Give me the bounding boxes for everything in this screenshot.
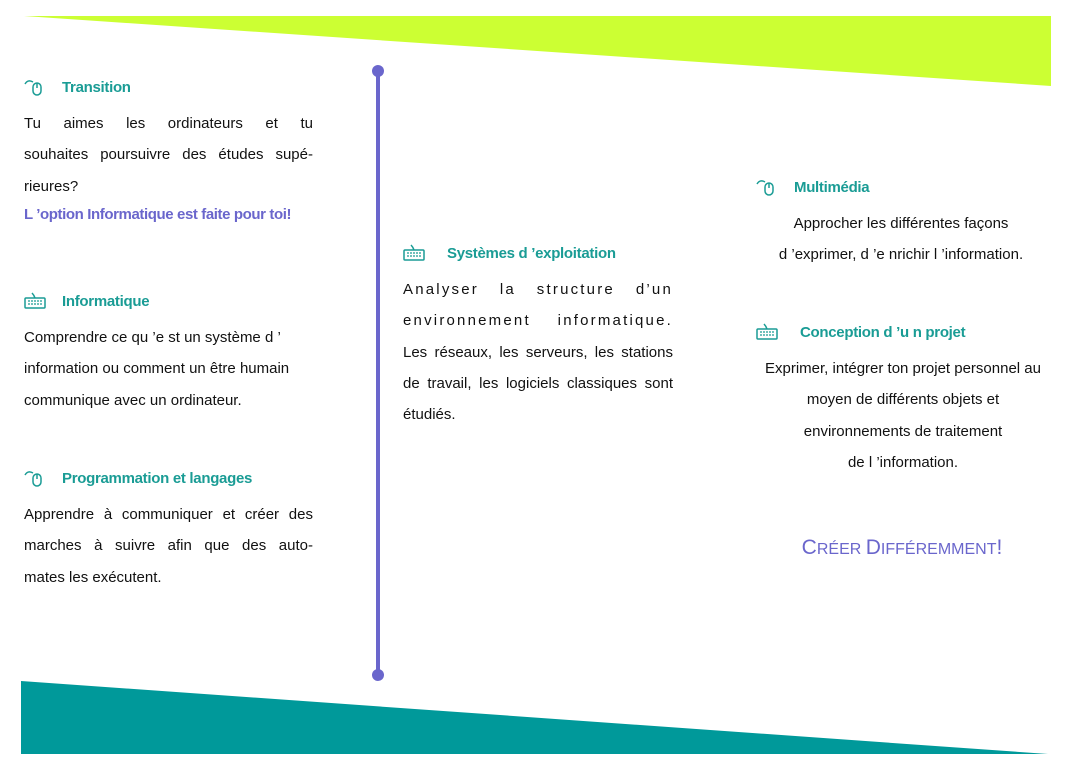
text-line: étudiés.: [403, 406, 456, 424]
mouse-icon: [756, 178, 780, 196]
text-line: environnement informatique.: [403, 312, 673, 330]
section-body: [24, 499, 313, 593]
section-title: Multimédia: [794, 178, 870, 196]
text-line: Analyser la structure d’un: [403, 281, 673, 298]
text-line: souhaites poursuivre des études supé-: [24, 146, 313, 164]
left-column: [24, 78, 313, 223]
section-heading: [756, 323, 1056, 341]
tagline: L ’option Informatique est faite pour toi!: [24, 205, 292, 223]
text-line: Exprimer, intégrer ton projet personnel au: [765, 360, 1041, 377]
divider-dot-top: [372, 65, 384, 77]
text-line: Les réseaux, les serveurs, les stations: [403, 343, 673, 361]
section-body: [746, 208, 1056, 271]
left-column-section-2: [24, 292, 313, 416]
cta-rest-1: RÉER: [816, 541, 866, 558]
text-line: Tu aimes les ordinateurs et tu: [24, 115, 313, 132]
section-title: Systèmes d ’exploitation: [447, 244, 616, 262]
text-line: rieures?: [24, 177, 79, 195]
section-heading: [756, 178, 1056, 196]
mouse-icon: [24, 469, 48, 487]
cta-initial-2: D: [865, 536, 881, 559]
text-line: marches à suivre afin que des auto-: [24, 537, 313, 555]
keyboard-icon: [403, 244, 427, 262]
keyboard-icon: [24, 292, 48, 310]
section-body: [24, 108, 313, 202]
section-title: Programmation et langages: [62, 469, 253, 487]
keyboard-icon: [756, 323, 780, 341]
cta-exclamation: !: [996, 536, 1003, 559]
text-line: Apprendre à communiquer et créer des: [24, 506, 313, 523]
section-title: Informatique: [62, 292, 150, 310]
section-body: [750, 353, 1056, 478]
section-title: Transition: [62, 78, 131, 96]
lime-banner: [24, 16, 1051, 86]
text-line: de travail, les logiciels classiques sont: [403, 374, 673, 392]
section-title: Conception d ’u n projet: [800, 323, 966, 341]
section-heading: [24, 78, 313, 96]
section-heading: [24, 469, 313, 487]
text-line: Comprendre ce qu ’e st un système d ’: [24, 329, 281, 346]
text-line: mates les exécutent.: [24, 568, 162, 586]
right-column: [756, 178, 1056, 271]
left-column-section-3: [24, 469, 313, 593]
cta-rest-2: IFFÉREMMENT: [880, 541, 997, 558]
section-body: [24, 322, 313, 416]
text-line: environnements de traitement: [803, 422, 1003, 440]
divider-dot-bottom: [372, 669, 384, 681]
middle-column: [403, 244, 673, 430]
cta-initial-1: C: [801, 536, 817, 559]
right-column-section-2: [756, 323, 1056, 478]
call-to-action: [745, 536, 1059, 560]
section-heading: [24, 292, 313, 310]
text-line: Approcher les différentes façons: [793, 215, 1009, 232]
mouse-icon: [24, 78, 48, 96]
text-line: information ou comment un être humain: [24, 360, 290, 378]
text-line: d ’exprimer, d ’e nrichir l ’information.: [778, 246, 1024, 264]
section-heading: [403, 244, 673, 262]
teal-banner: [21, 681, 1048, 754]
text-line: communique avec un ordinateur.: [24, 391, 242, 409]
section-body: [403, 274, 673, 430]
text-line: moyen de différents objets et: [806, 391, 1000, 409]
text-line: de l ’information.: [847, 453, 959, 471]
